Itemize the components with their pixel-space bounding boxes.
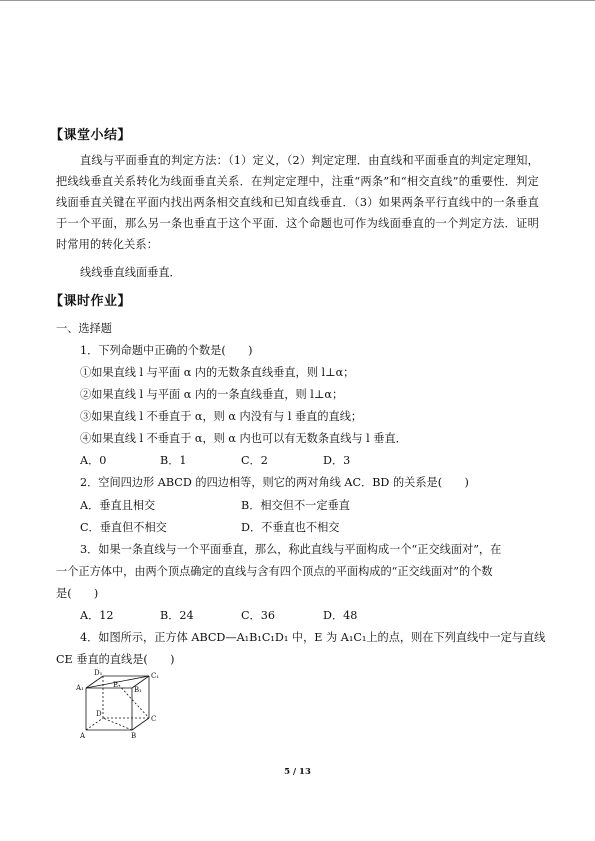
page-number: 5 / 13 bbox=[284, 767, 311, 777]
label-c: C bbox=[151, 715, 157, 723]
q2-stem: 2．空间四边形 ABCD 的四边相等，则它的两对角线 AC．BD 的关系是( ) bbox=[80, 476, 469, 489]
label-e: E bbox=[113, 681, 119, 689]
section-title: 一、选择题 bbox=[56, 322, 112, 335]
edge-b-c bbox=[132, 718, 149, 730]
q4-line-1: 4．如图所示，正方体 ABCD—A₁B₁C₁D₁ 中，E 为 A₁C₁上的点，则在下列直线中一定与直线 bbox=[80, 631, 546, 644]
label-b: B bbox=[131, 732, 137, 740]
q2-choice-b: B．相交但不一定垂直 bbox=[241, 499, 350, 512]
label-a: A bbox=[80, 732, 86, 740]
summary-heading: 【课堂小结】 bbox=[50, 128, 132, 143]
q1-choices bbox=[80, 452, 500, 468]
q1-choice-b: B．1 bbox=[160, 454, 187, 467]
q3-choice-c: C．36 bbox=[241, 609, 275, 622]
q1-item-2: ②如果直线 l 与平面 α 内的一条直线垂直，则 l⊥α； bbox=[80, 388, 344, 401]
label-a1: A₁ bbox=[76, 684, 84, 692]
edge-a-d bbox=[86, 718, 103, 730]
q2-choices-row1 bbox=[80, 497, 500, 513]
homework-heading: 【课时作业】 bbox=[50, 294, 132, 309]
q3-line-2: 一个正方体中，由两个顶点确定的直线与含有四个顶点的平面构成的“正交线面对”的个数 bbox=[56, 565, 493, 578]
summary-paragraph: 直线与平面垂直的判定方法：（1）定义，（2）判定定理．由直线和平面垂直的判定定理知，把线线垂直关系转化为线面垂直关系．在判定定理中，注重“两条”和“相交直线”的重要性．判定线面垂直关键在平面内找出两条相交直线和已知直线垂直．（3）如果两条平行直线中的一条垂直于一个平面，那么另一条也垂直于这个平面．这个命题也可作为线面垂直的一个判定方法．证明时常用的转化关系： bbox=[56, 154, 539, 251]
relation-line: 线线垂直线面垂直． bbox=[80, 266, 181, 279]
q1-choice-d: D．3 bbox=[323, 454, 351, 467]
q2-choice-a: A．垂直且相交 bbox=[80, 499, 156, 512]
q1-stem: 1．下列命题中正确的个数是( ) bbox=[80, 344, 253, 357]
label-c1: C₁ bbox=[151, 672, 160, 680]
q4-line-2: CE 垂直的直线是( ) bbox=[56, 653, 175, 666]
q1-choice-a: A．0 bbox=[80, 454, 107, 467]
cube-figure bbox=[76, 668, 166, 740]
label-b1: B₁ bbox=[134, 686, 142, 694]
q1-item-4: ④如果直线 l 不垂直于 α，则 α 内也可以有无数条直线与 l 垂直． bbox=[80, 432, 407, 445]
q2-choices-row2 bbox=[80, 519, 500, 535]
q3-choices bbox=[80, 607, 500, 623]
q3-choice-a: A．12 bbox=[80, 609, 114, 622]
q2-choice-d: D．不垂直也不相交 bbox=[241, 521, 340, 534]
q1-item-3: ③如果直线 l 不垂直于 α，则 α 内没有与 l 垂直的直线； bbox=[80, 410, 363, 423]
q1-item-1: ①如果直线 l 与平面 α 内的无数条直线垂直，则 l⊥α； bbox=[80, 366, 355, 379]
q3-choice-d: D．48 bbox=[323, 609, 358, 622]
q1-choice-c: C．2 bbox=[241, 454, 268, 467]
q3-choice-b: B．24 bbox=[160, 609, 194, 622]
label-d: D bbox=[96, 710, 102, 718]
q3-line-3: 是( ) bbox=[56, 587, 99, 600]
q2-choice-c: C．垂直但不相交 bbox=[80, 521, 167, 534]
q3-line-1: 3．如果一条直线与一个平面垂直，那么，称此直线与平面构成一个“正交线面对”，在 bbox=[80, 543, 502, 556]
label-d1: D₁ bbox=[94, 669, 103, 677]
diagonal-b-d bbox=[103, 718, 132, 730]
